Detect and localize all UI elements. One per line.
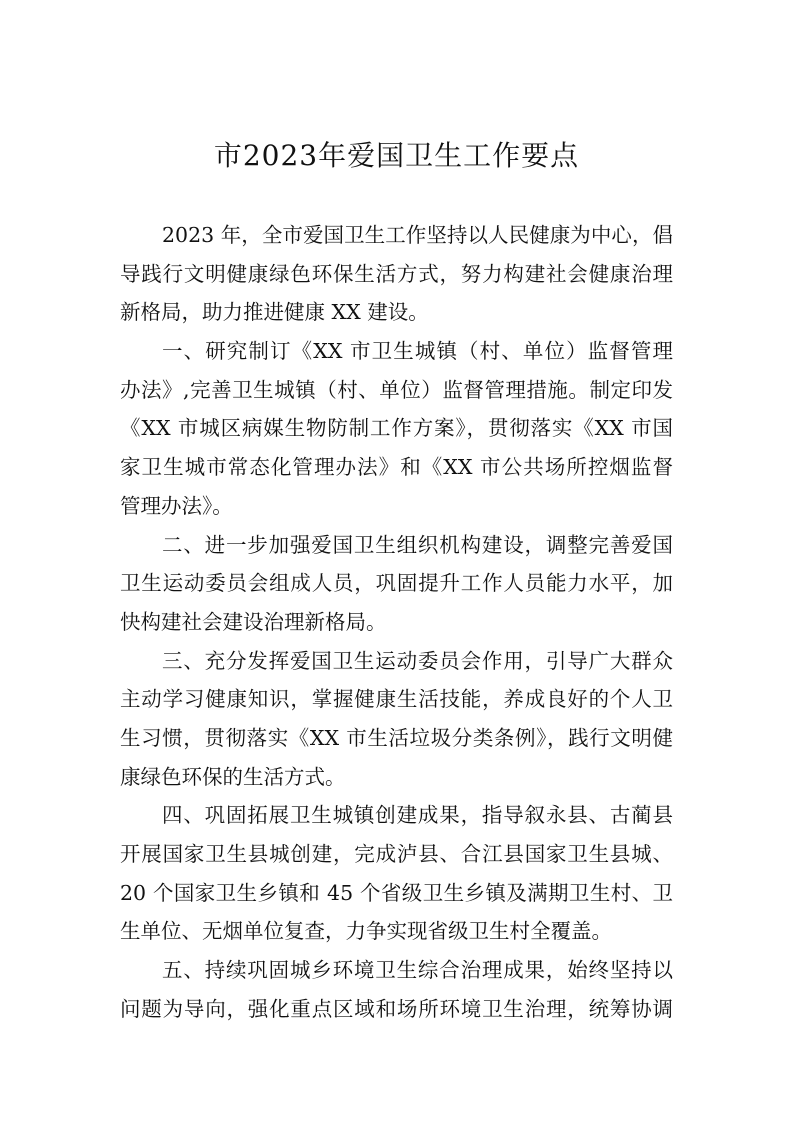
paragraph-line: 导践行文明健康绿色环保生活方式，努力构建社会健康治理 [120, 261, 673, 286]
paragraph-line: 生习惯，贯彻落实《XX 市生活垃圾分类条例》，践行文明健 [120, 725, 673, 750]
paragraph-line: 五、持续巩固城乡环境卫生综合治理成果，始终坚持以 [162, 958, 673, 983]
paragraph [120, 796, 673, 951]
paragraph-line: 2023 年，全市爱国卫生工作坚持以人民健康为中心，倡 [162, 223, 673, 247]
paragraph-line: 问题为导向，强化重点区域和场所环境卫生治理，统筹协调 [120, 996, 673, 1021]
paragraph-line: 二、进一步加强爱国卫生组织机构建设，调整完善爱国 [162, 532, 673, 557]
paragraph-line: 开展国家卫生县城创建，完成泸县、合江县国家卫生县城、 [120, 842, 673, 866]
paragraph-line: 卫生运动委员会组成人员，巩固提升工作人员能力水平，加 [120, 571, 673, 596]
paragraph [120, 526, 673, 642]
paragraph-line: 康绿色环保的生活方式。 [120, 764, 346, 789]
paragraph-line: 办法》,完善卫生城镇（村、单位）监督管理措施。制定印发 [120, 377, 673, 402]
paragraph-line: 四、巩固拓展卫生城镇创建成果，指导叙永县、古蔺县 [162, 803, 673, 828]
paragraph-line: 家卫生城市常态化管理办法》和《XX 市公共场所控烟监督 [120, 455, 673, 480]
paragraph-line: 管理办法》。 [120, 493, 233, 518]
paragraph [120, 216, 673, 332]
paragraph-line: 《XX 市城区病媒生物防制工作方案》，贯彻落实《XX 市国 [120, 416, 673, 441]
document-body [120, 216, 673, 1028]
document-title: 市2023年爱国卫生工作要点 [213, 139, 580, 172]
paragraph-line: 一、研究制订《XX 市卫生城镇（村、单位）监督管理 [162, 339, 673, 364]
paragraph [120, 332, 673, 525]
paragraph-line: 快构建社会建设治理新格局。 [120, 609, 387, 634]
paragraph [120, 951, 673, 1028]
paragraph-line: 新格局，助力推进健康 XX 建设。 [120, 300, 429, 325]
paragraph-line: 三、充分发挥爱国卫生运动委员会作用，引导广大群众 [162, 648, 673, 673]
paragraph-line: 主动学习健康知识，掌握健康生活技能，养成良好的个人卫 [120, 687, 673, 712]
paragraph-line: 生单位、无烟单位复查，力争实现省级卫生村全覆盖。 [120, 919, 612, 944]
paragraph [120, 642, 673, 797]
paragraph-line: 20 个国家卫生乡镇和 45 个省级卫生乡镇及满期卫生村、卫 [120, 880, 673, 905]
